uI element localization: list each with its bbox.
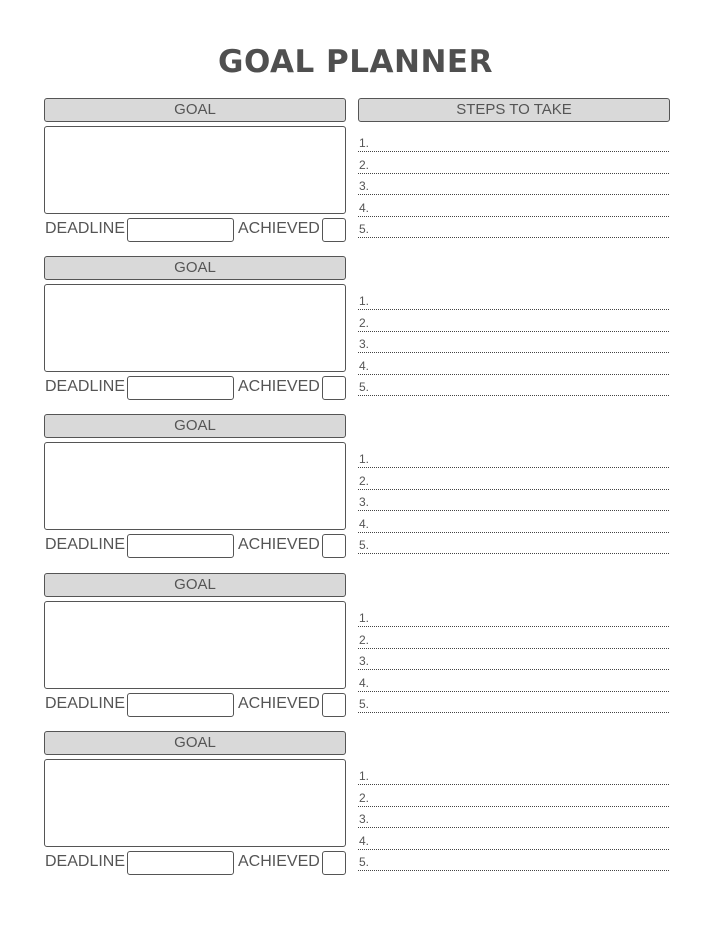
goal-header: GOAL <box>44 731 346 755</box>
achieved-label: ACHIEVED <box>238 220 320 237</box>
step-number: 3. <box>359 337 370 351</box>
step-number: 1. <box>359 294 370 308</box>
step-number: 1. <box>359 611 370 625</box>
deadline-label: DEADLINE <box>45 853 126 870</box>
achieved-checkbox[interactable] <box>322 534 346 558</box>
achieved-checkbox[interactable] <box>322 218 346 242</box>
step-number: 2. <box>359 633 370 647</box>
deadline-label: DEADLINE <box>45 220 126 237</box>
goal-text-box[interactable] <box>44 759 346 847</box>
steps-header: STEPS TO TAKE <box>358 98 670 122</box>
step-line[interactable] <box>358 674 669 692</box>
step-line[interactable] <box>358 493 669 511</box>
step-number: 4. <box>359 834 370 848</box>
goal-text-box[interactable] <box>44 442 346 530</box>
step-number: 1. <box>359 452 370 466</box>
step-line[interactable] <box>358 536 669 554</box>
step-line[interactable] <box>358 832 669 850</box>
step-number: 2. <box>359 158 370 172</box>
step-number: 4. <box>359 517 370 531</box>
deadline-label: DEADLINE <box>45 378 126 395</box>
goal-text-box[interactable] <box>44 284 346 372</box>
step-number: 4. <box>359 201 370 215</box>
goal-header: GOAL <box>44 414 346 438</box>
page-title: GOAL PLANNER <box>218 44 493 80</box>
goal-section <box>0 414 711 564</box>
achieved-label: ACHIEVED <box>238 536 320 553</box>
step-line[interactable] <box>358 652 669 670</box>
achieved-checkbox[interactable] <box>322 376 346 400</box>
step-line[interactable] <box>358 631 669 649</box>
step-line[interactable] <box>358 472 669 490</box>
step-number: 4. <box>359 359 370 373</box>
goal-section <box>0 731 711 881</box>
step-number: 5. <box>359 380 370 394</box>
achieved-label: ACHIEVED <box>238 853 320 870</box>
goal-section <box>0 256 711 406</box>
deadline-field[interactable] <box>127 218 234 242</box>
step-number: 5. <box>359 697 370 711</box>
step-number: 3. <box>359 495 370 509</box>
step-line[interactable] <box>358 134 669 152</box>
goal-text-box[interactable] <box>44 126 346 214</box>
step-line[interactable] <box>358 450 669 468</box>
goal-section <box>0 573 711 723</box>
goal-text-box[interactable] <box>44 601 346 689</box>
step-number: 2. <box>359 316 370 330</box>
step-line[interactable] <box>358 378 669 396</box>
step-line[interactable] <box>358 314 669 332</box>
step-number: 5. <box>359 538 370 552</box>
step-line[interactable] <box>358 853 669 871</box>
step-number: 2. <box>359 474 370 488</box>
step-line[interactable] <box>358 695 669 713</box>
goal-header: GOAL <box>44 256 346 280</box>
achieved-label: ACHIEVED <box>238 695 320 712</box>
step-number: 5. <box>359 855 370 869</box>
step-number: 3. <box>359 179 370 193</box>
step-line[interactable] <box>358 767 669 785</box>
step-line[interactable] <box>358 357 669 375</box>
step-line[interactable] <box>358 609 669 627</box>
achieved-checkbox[interactable] <box>322 851 346 875</box>
achieved-label: ACHIEVED <box>238 378 320 395</box>
step-line[interactable] <box>358 335 669 353</box>
step-line[interactable] <box>358 199 669 217</box>
step-number: 4. <box>359 676 370 690</box>
deadline-label: DEADLINE <box>45 536 126 553</box>
goal-header: GOAL <box>44 98 346 122</box>
step-line[interactable] <box>358 220 669 238</box>
deadline-field[interactable] <box>127 534 234 558</box>
goal-header: GOAL <box>44 573 346 597</box>
step-line[interactable] <box>358 515 669 533</box>
step-line[interactable] <box>358 292 669 310</box>
deadline-label: DEADLINE <box>45 695 126 712</box>
deadline-field[interactable] <box>127 693 234 717</box>
step-line[interactable] <box>358 177 669 195</box>
achieved-checkbox[interactable] <box>322 693 346 717</box>
step-number: 5. <box>359 222 370 236</box>
step-line[interactable] <box>358 789 669 807</box>
deadline-field[interactable] <box>127 851 234 875</box>
step-number: 3. <box>359 812 370 826</box>
step-number: 2. <box>359 791 370 805</box>
step-number: 1. <box>359 769 370 783</box>
step-line[interactable] <box>358 156 669 174</box>
step-line[interactable] <box>358 810 669 828</box>
step-number: 3. <box>359 654 370 668</box>
goal-section <box>0 98 711 248</box>
step-number: 1. <box>359 136 370 150</box>
deadline-field[interactable] <box>127 376 234 400</box>
